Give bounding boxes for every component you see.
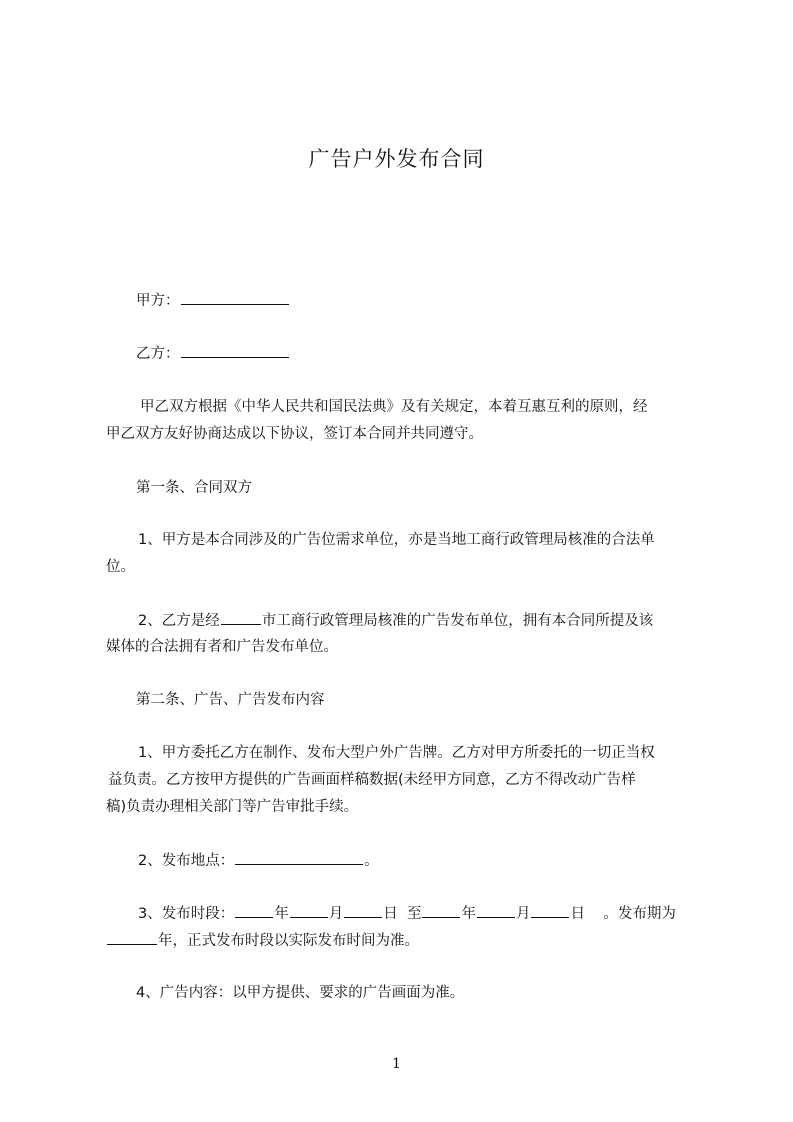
a2-item1-line-3: 稿)负责办理相关部门等广告审批手续。: [106, 799, 359, 815]
end-month-label: 月: [515, 906, 531, 922]
page-number: 1: [392, 1056, 401, 1072]
start-day-blank: [344, 903, 382, 918]
article-2-heading: 第二条、广告、广告发布内容: [136, 692, 325, 708]
a1-item2-line-1: [138, 610, 653, 631]
end-year-blank: [422, 903, 460, 918]
start-day-label: 日: [383, 906, 398, 922]
a2-item2-line: [138, 850, 379, 871]
a1-item2-post: 市工商行政管理局核准的广告发布单位，拥有本合同所提及该: [261, 613, 654, 629]
start-month-blank: [290, 903, 328, 918]
duration-label: 。发布期为: [603, 906, 676, 922]
end-day-label: 日: [570, 906, 585, 922]
a2-item1-line-2: 益负责。乙方按甲方提供的广告画面样稿数据(未经甲方同意，乙方不得改动广告样: [108, 772, 636, 788]
party-b-blank: [181, 343, 289, 358]
start-month-label: 月: [328, 906, 344, 922]
a2-item3-line-2: [106, 930, 419, 951]
duration-post: 年，正式发布时段以实际发布时间为准。: [158, 933, 419, 949]
end-month-blank: [477, 903, 515, 918]
a1-item1-line-2: 位。: [106, 559, 135, 575]
a1-item1-line-1: 1、甲方是本合同涉及的广告位需求单位，亦是当地工商行政管理局核准的合法单: [138, 532, 655, 548]
document-title: 广告户外发布合同: [308, 147, 485, 171]
start-year-blank: [235, 903, 273, 918]
end-year-label: 年: [461, 906, 476, 922]
article-1-heading: 第一条、合同双方: [136, 480, 252, 496]
end-day-blank: [531, 903, 569, 918]
party-b-label: 乙方：: [136, 346, 180, 362]
a2-item3-line-1: [138, 903, 676, 924]
intro-line-1: 甲乙双方根据《中华人民共和国民法典》及有关规定，本着互惠互利的原则，经: [140, 399, 648, 415]
location-blank: [235, 850, 363, 865]
location-end: 。: [364, 853, 379, 869]
location-label: 2、发布地点：: [138, 853, 235, 869]
a2-item1-line-1: 1、甲方委托乙方在制作、发布大型户外广告牌。乙方对甲方所委托的一切正当权: [138, 745, 655, 761]
duration-blank: [107, 930, 157, 945]
party-a-blank: [181, 290, 289, 305]
party-a-line: [136, 290, 290, 311]
party-a-label: 甲方：: [136, 293, 180, 309]
period-label: 3、发布时段：: [138, 906, 235, 922]
a1-item2-line-2: 媒体的合法拥有者和广告发布单位。: [106, 639, 338, 655]
to-label: 至: [406, 906, 422, 922]
start-year-label: 年: [274, 906, 289, 922]
intro-line-2: 甲乙双方友好协商达成以下协议，签订本合同并共同遵守。: [106, 426, 483, 442]
city-blank: [221, 610, 261, 625]
a2-item4-line: 4、广告内容：以甲方提供、要求的广告画面为准。: [136, 985, 465, 1001]
a1-item2-pre: 2、乙方是经: [138, 613, 220, 629]
party-b-line: [136, 343, 290, 364]
